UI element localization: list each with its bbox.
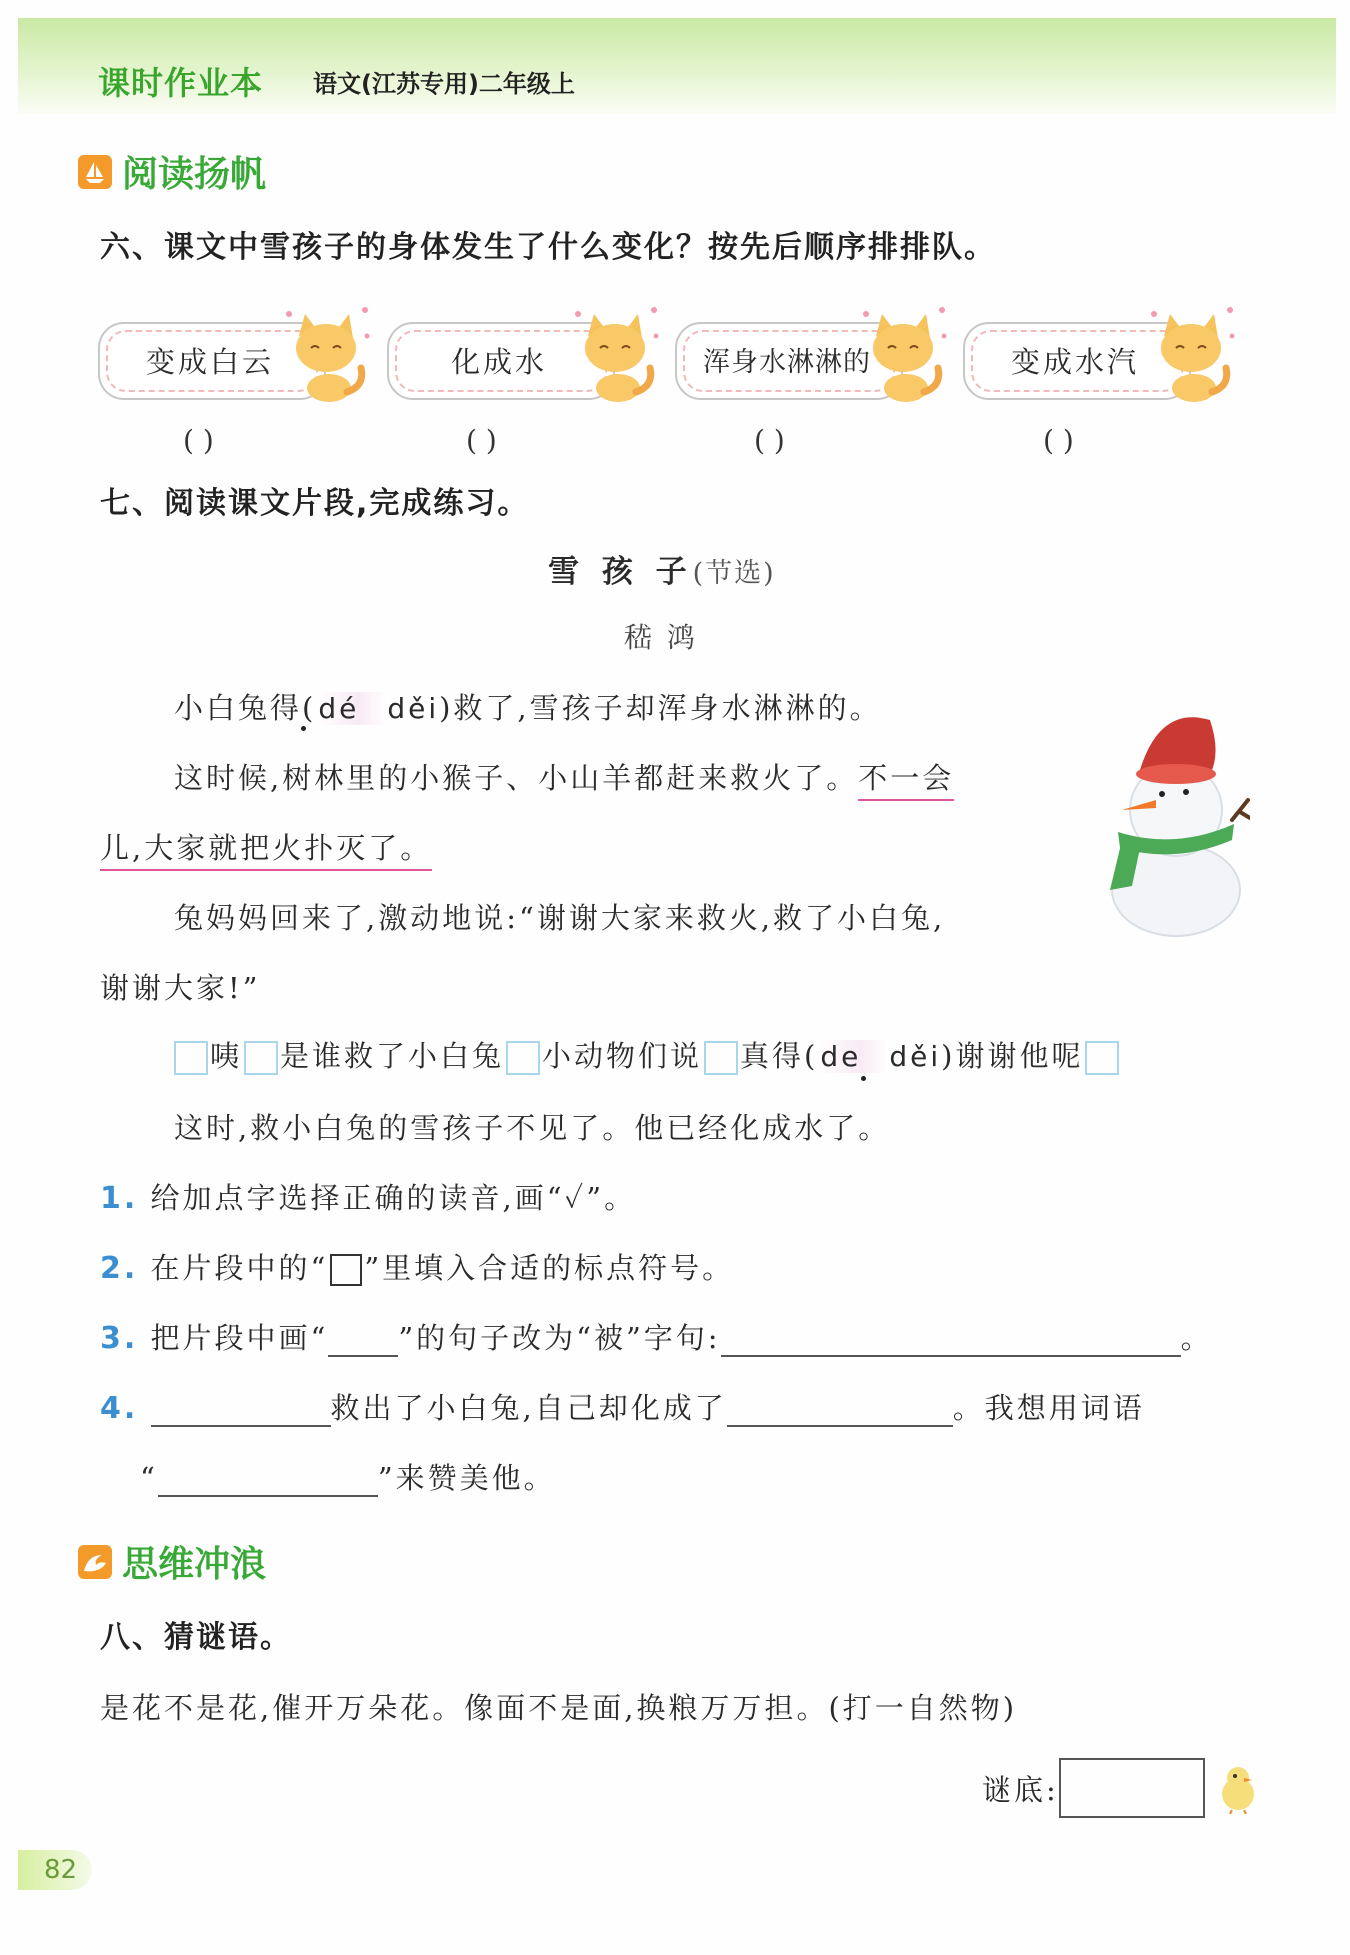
question-6-prompt: 六、课文中雪孩子的身体发生了什么变化？按先后顺序排排队。 bbox=[100, 230, 996, 265]
passage-author: 嵇 鸿 bbox=[624, 621, 698, 654]
passage-paragraph-2: 这时候,树林里的小猴子、小山羊都赶来救火了。不一会 bbox=[174, 756, 954, 797]
order-answer-blank[interactable]: ( ) bbox=[466, 424, 497, 457]
exercise-item-3: 3. 把片段中画“ ”的句子改为“被”字句: 。 bbox=[100, 1321, 1213, 1356]
pinyin-option[interactable]: děi bbox=[889, 1040, 942, 1073]
riddle-answer-row bbox=[982, 1758, 1205, 1818]
order-answer-blank[interactable]: ( ) bbox=[183, 424, 214, 457]
exercise-item-4: 4. 救出了小白兔,自己却化成了 。我想用词语 bbox=[100, 1391, 1145, 1426]
check-mark-icon: ✓ bbox=[564, 1181, 587, 1215]
passage-paragraph-3-cont: 谢谢大家!” bbox=[100, 971, 261, 1005]
chick-icon bbox=[1216, 1762, 1260, 1814]
punctuation-box[interactable] bbox=[174, 1041, 208, 1075]
passage-paragraph-3: 兔妈妈回来了,激动地说:“谢谢大家来救火,救了小白兔, bbox=[174, 901, 946, 935]
answer-line[interactable] bbox=[158, 1495, 378, 1497]
sequence-card bbox=[98, 318, 323, 400]
passage-paragraph-1: 小白兔得(dé děi)救了,雪孩子却浑身水淋淋的。 bbox=[174, 691, 882, 725]
punctuation-box[interactable] bbox=[506, 1041, 540, 1075]
snowman-illustration bbox=[1100, 700, 1250, 940]
order-answer-blank[interactable]: ( ) bbox=[754, 424, 785, 457]
pinyin-option[interactable]: děi bbox=[387, 692, 440, 725]
answer-label: 谜底: bbox=[982, 1772, 1059, 1807]
sequence-card bbox=[675, 318, 900, 400]
underlined-sentence: 儿,大家就把火扑灭了。 bbox=[100, 831, 432, 871]
exercise-item-1: 1. 给加点字选择正确的读音,画“✓”。 bbox=[100, 1181, 637, 1216]
box-symbol-icon bbox=[330, 1254, 362, 1286]
punctuation-box[interactable] bbox=[244, 1041, 278, 1075]
underlined-sentence: 不一会 bbox=[858, 761, 954, 801]
passage-title-note: (节选) bbox=[692, 558, 776, 589]
card-label: 浑身水淋淋的 bbox=[703, 347, 871, 378]
wave-icon bbox=[78, 1545, 112, 1579]
punctuation-box[interactable] bbox=[704, 1041, 738, 1075]
passage-paragraph-5: 这时,救小白兔的雪孩子不见了。他已经化成水了。 bbox=[174, 1111, 891, 1145]
section-thinking bbox=[78, 1536, 266, 1587]
order-answer-blank[interactable]: ( ) bbox=[1043, 424, 1074, 457]
card-label: 变成水汽 bbox=[1010, 345, 1139, 379]
section-title-text: 思维冲浪 bbox=[122, 1544, 267, 1585]
question-8-prompt: 八、猜谜语。 bbox=[100, 1620, 292, 1655]
answer-line[interactable] bbox=[151, 1425, 331, 1427]
section-reading bbox=[78, 146, 266, 197]
emphasis-dot bbox=[301, 726, 306, 731]
passage-paragraph-4: 咦 是谁救了小白兔 小动物们说 真得(de děi)谢谢他呢 bbox=[172, 1034, 1121, 1075]
book-subtitle: 语文(江苏专用)二年级上 bbox=[313, 70, 575, 98]
riddle-text: 是花不是花,催开万朵花。像面不是面,换粮万万担。(打一自然物) bbox=[100, 1691, 1018, 1725]
underline-symbol bbox=[328, 1355, 398, 1357]
emphasis-dot bbox=[861, 1076, 866, 1081]
answer-line[interactable] bbox=[721, 1355, 1181, 1357]
page-header bbox=[18, 18, 1336, 114]
card-label: 变成白云 bbox=[145, 345, 274, 379]
exercise-item-2: 2. 在片段中的“ ”里填入合适的标点符号。 bbox=[100, 1251, 735, 1286]
passage-paragraph-2-cont bbox=[100, 826, 432, 867]
pinyin-option[interactable]: de bbox=[818, 1040, 889, 1073]
punctuation-box[interactable] bbox=[1085, 1041, 1119, 1075]
sequence-card bbox=[963, 318, 1188, 400]
sequence-card bbox=[387, 318, 612, 400]
question-7-prompt: 七、阅读课文片段,完成练习。 bbox=[100, 486, 530, 521]
answer-line[interactable] bbox=[727, 1425, 953, 1427]
passage-title: 雪 孩 子(节选) bbox=[548, 554, 776, 590]
section-title-text: 阅读扬帆 bbox=[122, 154, 267, 195]
exercise-item-4-cont: “ ”来赞美他。 bbox=[140, 1461, 556, 1495]
pinyin-option[interactable]: dé bbox=[316, 692, 387, 725]
card-label: 化成水 bbox=[450, 345, 547, 379]
riddle-answer-box[interactable] bbox=[1059, 1758, 1205, 1818]
sailboat-icon bbox=[78, 155, 112, 189]
brand-title: 课时作业本 bbox=[98, 64, 264, 102]
page-number: 82 bbox=[18, 1850, 92, 1890]
